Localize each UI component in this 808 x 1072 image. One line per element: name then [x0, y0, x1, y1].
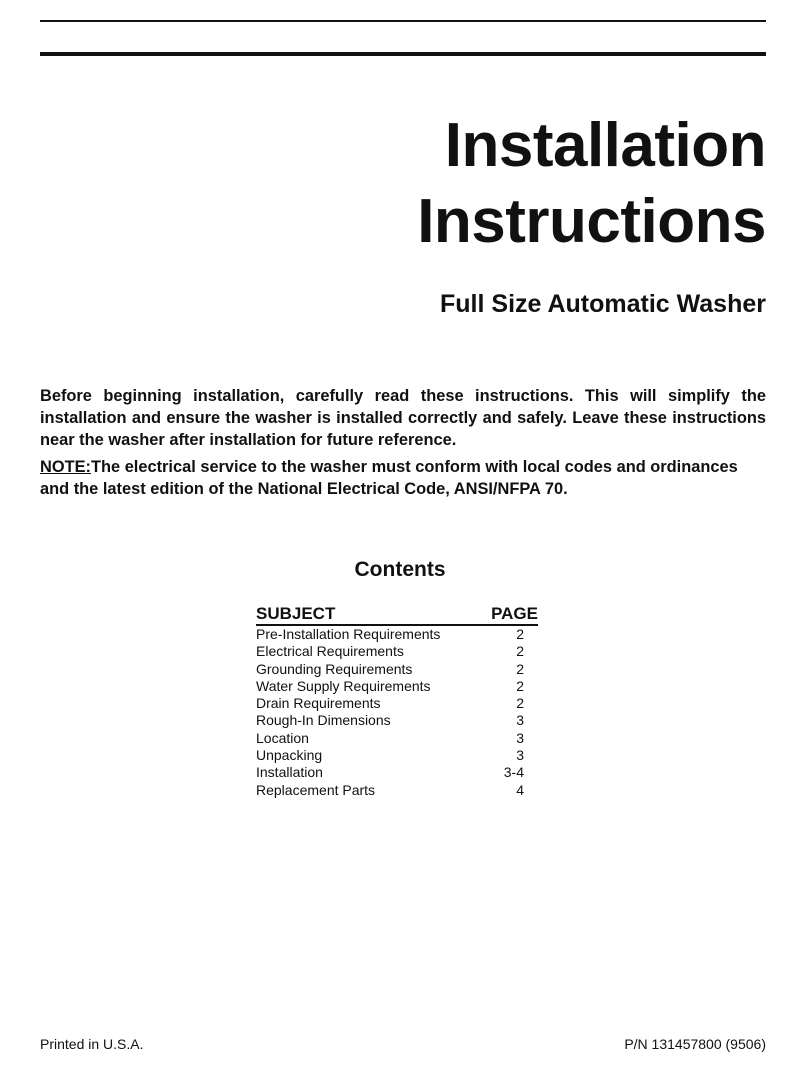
- top-rule-thick: [40, 52, 766, 56]
- toc-row: [256, 643, 538, 660]
- toc-row-subject: Installation: [256, 764, 323, 781]
- title-line-2: Instructions: [417, 187, 766, 256]
- note-text: The electrical service to the washer must conform with local codes and ordinances and the latest edition of the National Electrical Code, ANSI/NFPA 70.: [40, 458, 738, 498]
- toc-row-page: 4: [516, 781, 524, 798]
- document-title: [417, 108, 766, 260]
- toc-row-page: 2: [516, 626, 524, 642]
- toc-row-subject: Grounding Requirements: [256, 660, 413, 677]
- toc-row: [256, 730, 538, 747]
- toc-row-subject: Rough-In Dimensions: [256, 712, 391, 729]
- toc-row-subject: Water Supply Requirements: [256, 677, 431, 694]
- toc-row: [256, 764, 538, 781]
- title-line-1: Installation: [444, 111, 766, 180]
- toc-rows: [256, 626, 538, 799]
- toc-row-subject: Drain Requirements: [256, 695, 381, 712]
- toc-page-header: PAGE: [491, 604, 538, 623]
- toc-row: [256, 626, 538, 643]
- toc-row: [256, 782, 538, 799]
- toc-row-subject: Unpacking: [256, 747, 323, 764]
- toc-row: [256, 678, 538, 695]
- toc-row-subject: Pre-Installation Requirements: [256, 626, 441, 642]
- toc-row: [256, 661, 538, 678]
- toc-row-subject: Replacement Parts: [256, 781, 376, 798]
- toc-row-subject: Electrical Requirements: [256, 643, 404, 660]
- table-of-contents: [256, 604, 538, 799]
- toc-row-page: 3: [516, 747, 524, 764]
- part-number: P/N 131457800 (9506): [624, 1036, 766, 1052]
- toc-row-subject: Location: [256, 729, 309, 746]
- intro-paragraph: Before beginning installation, carefully read these instructions. This will simplify the installation and ensure the washer is installed correctly and safely. Leave these instructions near the washer after installation for future reference.: [40, 387, 766, 449]
- contents-heading: Contents: [354, 558, 446, 581]
- toc-row: [256, 747, 538, 764]
- note-label: NOTE:: [40, 458, 91, 476]
- document-subtitle: Full Size Automatic Washer: [440, 290, 766, 318]
- toc-row-page: 2: [516, 643, 524, 660]
- toc-subject-header: SUBJECT: [256, 604, 336, 623]
- toc-row-page: 2: [516, 677, 524, 694]
- toc-row: [256, 712, 538, 729]
- note-paragraph: [40, 456, 770, 500]
- toc-row-page: 3: [516, 729, 524, 746]
- printed-in-label: Printed in U.S.A.: [40, 1036, 144, 1052]
- toc-row: [256, 695, 538, 712]
- toc-row-page: 2: [516, 660, 524, 677]
- toc-header: [256, 604, 538, 626]
- toc-row-page: 3: [516, 712, 524, 729]
- toc-row-page: 3-4: [503, 764, 524, 781]
- toc-row-page: 2: [516, 695, 524, 712]
- top-rule-thin: [40, 20, 766, 22]
